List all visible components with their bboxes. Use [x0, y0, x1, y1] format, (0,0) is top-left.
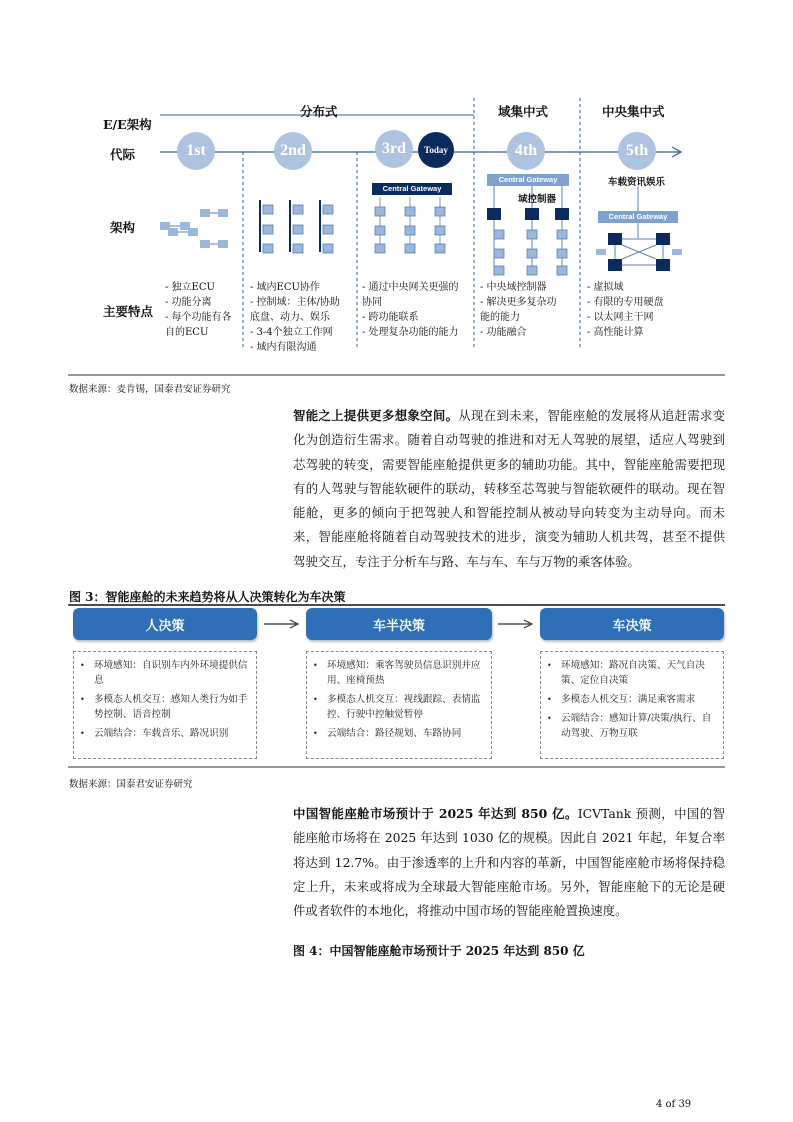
- stage-human-decision: 人决策: [73, 608, 257, 640]
- figure2-source: 数据来源：麦肯锡，国泰君安证券研究: [69, 384, 231, 395]
- gen-1st: 1st: [177, 132, 215, 170]
- stage2-details: [306, 651, 492, 759]
- paragraph-market-forecast: [293, 802, 725, 923]
- stage3-details: [540, 651, 724, 759]
- paragraph2-lead: 中国智能座舱市场预计于 2025 年达到 850 亿。: [293, 806, 578, 821]
- features-gen5: - 虚拟域 - 有限的专用硬盘 - 以太网主干网 - 高性能计算: [587, 282, 664, 338]
- gen5-infotainment: 车载资讯娱乐: [608, 177, 666, 188]
- figure4-title: 图 4：中国智能座舱市场预计于 2025 年达到 850 亿: [293, 944, 585, 958]
- list-item: • 环境感知：乘客驾驶员信息识别并应用、座椅预热: [327, 658, 485, 688]
- list-item: • 多模态人机交互：视线跟踪、表情监控、行驶中控触觉暂停: [327, 692, 485, 722]
- paragraph1-lead: 智能之上提供更多想象空间。: [293, 408, 459, 423]
- paragraph1-body: 从现在到未来，智能座舱的发展将从追赶需求变化为创造衍生需求。随着自动驾驶的推进和对无人驾驶的展望，适应人驾驶到芯驾驶的转变，需要智能座舱提供更多的辅助功能。其中，智能座舱需要把现有的人驾驶与智能软硬件的联动，转移至芯驾驶与智能软硬件的联动。现在智能舱，更多的倾向于把驾驶人和智能控制从被动导向转变为主动导向。而未来，智能座舱将随着自动驾驶技术的进步，演变为辅助人机共驾，甚至不提供驾驶交互，专注于分析车与路、车与车、车与万物的乘客体验。: [293, 408, 726, 569]
- stage1-details: [73, 651, 257, 759]
- row-label-architecture: 架构: [110, 220, 136, 235]
- list-item: • 多模态人机交互：满足乘客需求: [561, 692, 717, 707]
- list-item: • 多模态人机交互：感知人类行为如手势控制、语音控制: [94, 692, 250, 722]
- phase-central-centralized: 中央集中式: [602, 104, 665, 119]
- gen-3rd: 3rd: [375, 130, 413, 168]
- gen-4th: 4th: [507, 132, 545, 170]
- gen4-central-gateway: Central Gateway: [487, 174, 569, 186]
- row-label-ee: E/E架构: [103, 117, 152, 132]
- features-gen1: - 独立ECU - 功能分离 - 每个功能有各 自的ECU: [165, 282, 232, 338]
- gen4-domain-controller: 域控制器: [518, 194, 557, 205]
- gen5-central-gateway: Central Gateway: [598, 211, 678, 223]
- row-label-generation: 代际: [110, 147, 136, 162]
- stage-semi-vehicle-decision: 车半决策: [306, 608, 492, 640]
- stage-vehicle-decision: 车决策: [540, 608, 724, 640]
- list-item: • 环境感知：路况自决策、天气自决策、定位自决策: [561, 658, 717, 688]
- features-gen3: - 通过中央网关更强的 协同 - 跨功能联系 - 处理复杂功能的能力: [362, 282, 459, 338]
- list-item: • 环境感知：自识别车内外环境提供信息: [94, 658, 250, 688]
- phase-domain-centralized: 域集中式: [498, 104, 549, 119]
- page-number: 4 of 39: [656, 1099, 692, 1110]
- gen3-central-gateway: Central Gateway: [372, 183, 452, 195]
- figure3-title: 图 3：智能座舱的未来趋势将从人决策转化为车决策: [69, 590, 346, 604]
- row-label-features: 主要特点: [103, 304, 154, 319]
- features-gen4: - 中央域控制器 - 解决更多复杂功 能的能力 - 功能融合: [480, 282, 557, 338]
- list-item: • 云端结合：路径规划、车路协同: [327, 726, 485, 741]
- list-item: • 云端结合：感知计算/决策/执行、自动驾驶、万物互联: [561, 711, 717, 741]
- gen-2nd: 2nd: [274, 132, 312, 170]
- gen-5th: 5th: [618, 132, 656, 170]
- list-item: • 云端结合：车载音乐、路况识别: [94, 726, 250, 741]
- phase-distributed: 分布式: [300, 104, 338, 119]
- paragraph2-body: ICVTank 预测，中国的智能座舱市场将在 2025 年达到 1030 亿的规模。因此自 2021 年起，年复合率将达到 12.7%。由于渗透率的上升和内容的革新，中国智能座舱市场将保持稳定上升，未来或将成为全球最大智能座舱市场。另外，智能座舱下的无论是硬件或者软件的本地化，将推动中国市场的智能座舱置换速度。: [293, 806, 725, 919]
- figure3-source: 数据来源：国泰君安证券研究: [69, 779, 193, 790]
- gen-today: Today: [418, 132, 454, 168]
- features-gen2: - 域内ECU协作 - 控制域：主体/协助 底盘、动力、娱乐 - 3-4个独立工作网 - 域内有限沟通: [250, 282, 340, 353]
